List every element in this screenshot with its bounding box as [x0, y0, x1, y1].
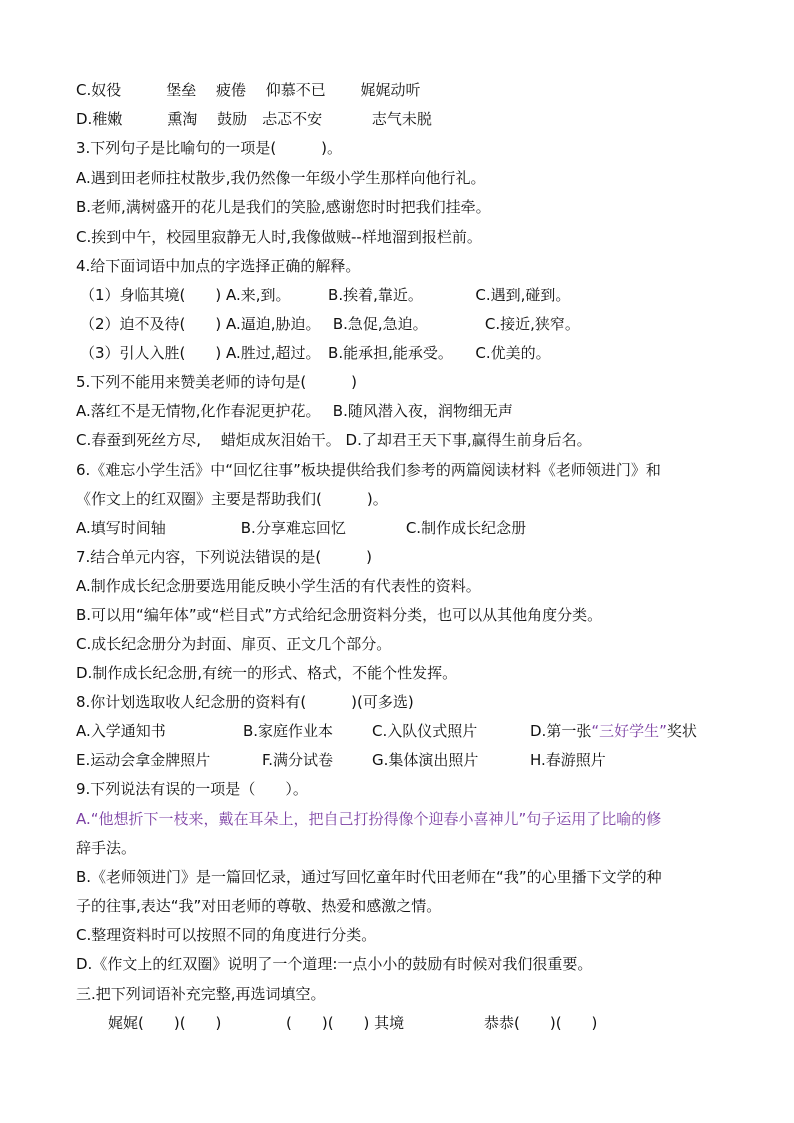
question-3-option-c: C.挨到中午，校园里寂静无人时,我像做贼--样地溜到报栏前。 — [76, 228, 482, 246]
question-9-option-c: C.整理资料时可以按照不同的角度进行分类。 — [76, 926, 377, 944]
question-9-option-d: D.《作文上的红双圈》说明了一个道理:一点小小的鼓励有时候对我们很重要。 — [76, 955, 593, 973]
question-3-stem: 3.下列句子是比喻句的一项是( )。 — [76, 139, 343, 157]
question-9-stem: 9.下列说法有误的一项是（ ）。 — [76, 780, 308, 798]
fill-blank-2: ( )( ) 其境 — [286, 1014, 405, 1032]
question-9-option-a-line-1: A.“他想折下一枝来，戴在耳朵上，把自己打扮得像个迎春小喜神儿”句子运用了比喻的修 — [76, 810, 662, 828]
option-d-word-group: D.稚嫩 熏淘 鼓励 忐忑不安 志气未脱 — [76, 110, 432, 128]
question-5-stem: 5.下列不能用来赞美老师的诗句是( ) — [76, 373, 358, 391]
question-3-option-b: B.老师,满树盛开的花儿是我们的笑脸,感谢您时时把我们挂牵。 — [76, 198, 491, 216]
question-7-option-b: B.可以用“编年体”或“栏目式”方式给纪念册资料分类，也可以从其他角度分类。 — [76, 606, 603, 624]
question-7-option-d: D.制作成长纪念册,有统一的形式、格式，不能个性发挥。 — [76, 664, 458, 682]
question-5-options-cd: C.春蚕到死丝方尽, 蜡炬成灰泪始干。 D.了却君王天下事,赢得生前身后名。 — [76, 431, 592, 449]
question-8-option-f: F.满分试卷 — [262, 751, 333, 769]
question-9-option-b-line-2: 子的往事,表达“我”对田老师的尊敬、热爱和感激之情。 — [76, 897, 442, 915]
option-d-suffix: 奖状 — [666, 722, 697, 740]
question-8-option-e: E.运动会拿金牌照片 — [76, 751, 211, 769]
question-4-item-3: （3）引人入胜( ) A.胜过,超过。 B.能承担,能承受。 C.优美的。 — [80, 344, 551, 362]
option-d-prefix: D.第一张 — [530, 722, 592, 740]
question-8-option-b: B.家庭作业本 — [243, 722, 334, 740]
question-8-stem: 8.你计划选取收人纪念册的资料有( )(可多选) — [76, 693, 414, 711]
question-8-option-g: G.集体演出照片 — [372, 751, 479, 769]
option-c-word-group: C.奴役 堡垒 疲倦 仰慕不已 娓娓动听 — [76, 81, 421, 99]
question-3-option-a: A.遇到田老师拄杖散步,我仍然像一年级小学生那样向他行礼。 — [76, 169, 486, 187]
option-d-highlight: “三好学生” — [591, 722, 667, 740]
question-8-option-d — [530, 721, 697, 741]
question-8-option-h: H.春游照片 — [530, 751, 606, 769]
question-6-options: A.填写时间轴 B.分享难忘回忆 C.制作成长纪念册 — [76, 519, 527, 537]
question-8-option-a: A.入学通知书 — [76, 722, 166, 740]
question-6-stem-line-1: 6.《难忘小学生活》中“回忆往事”板块提供给我们参考的两篇阅读材料《老师领进门》和 — [76, 461, 661, 479]
question-9-option-a-line-2: 辞手法。 — [76, 839, 137, 857]
question-9-option-b-line-1: B.《老师领进门》是一篇回忆录，通过写回忆童年时代田老师在“我”的心里播下文学的种 — [76, 868, 662, 886]
question-8-option-c: C.入队仪式照片 — [372, 722, 478, 740]
question-4-stem: 4.给下面词语中加点的字选择正确的解释。 — [76, 257, 361, 275]
fill-blank-3: 恭恭( )( ) — [484, 1014, 598, 1032]
question-5-options-ab: A.落红不是无情物,化作春泥更护花。 B.随风潜入夜，润物细无声 — [76, 402, 513, 420]
fill-blank-1: 娓娓( )( ) — [108, 1014, 222, 1032]
section-3-heading: 三.把下列词语补充完整,再选词填空。 — [76, 985, 326, 1003]
question-7-option-c: C.成长纪念册分为封面、扉页、正文几个部分。 — [76, 635, 392, 653]
question-6-stem-line-2: 《作文上的红双圈》主要是帮助我们( )。 — [76, 490, 388, 508]
question-4-item-2: （2）迫不及待( ) A.逼迫,胁迫。 B.急促,急迫。 C.接近,狭窄。 — [80, 315, 580, 333]
question-7-option-a: A.制作成长纪念册要选用能反映小学生活的有代表性的资料。 — [76, 577, 481, 595]
question-4-item-1: （1）身临其境( ) A.来,到。 B.挨着,靠近。 C.遇到,碰到。 — [80, 286, 571, 304]
question-7-stem: 7.结合单元内容，下列说法错误的是( ) — [76, 548, 373, 566]
